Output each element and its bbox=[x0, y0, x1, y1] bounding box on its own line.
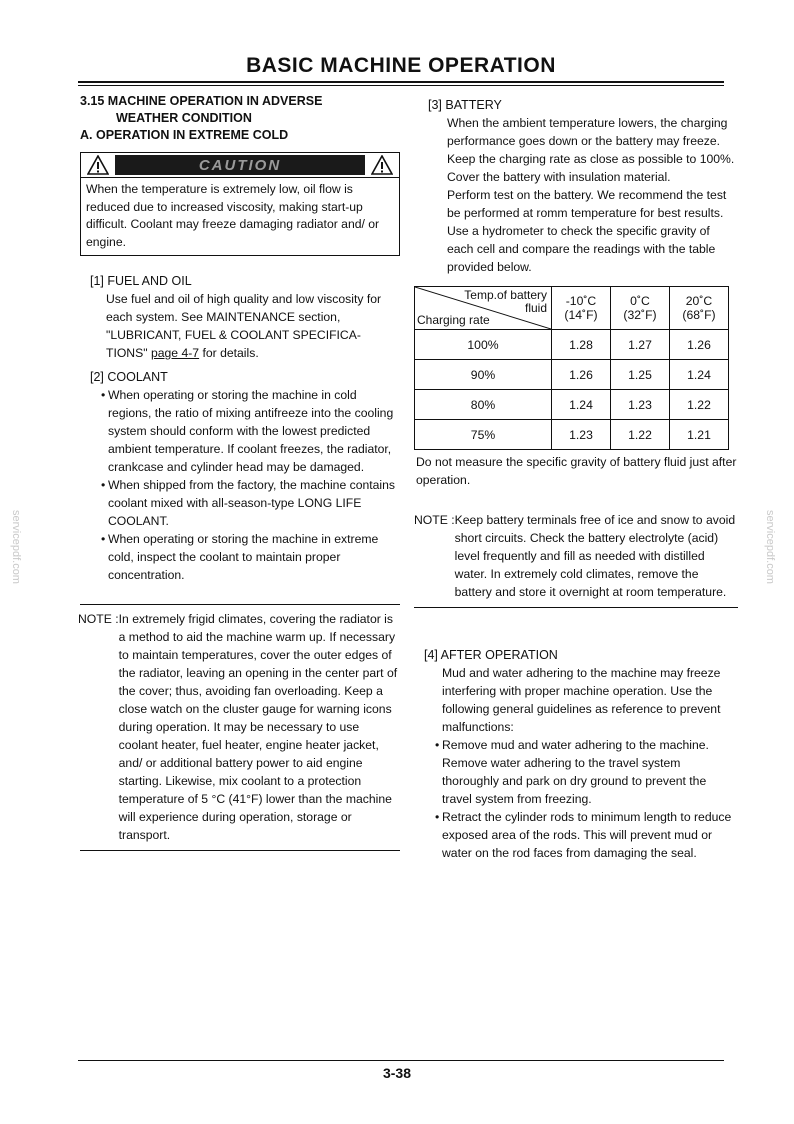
footer-rule bbox=[78, 1060, 724, 1061]
rate-cell: 100% bbox=[415, 330, 552, 360]
caution-text: When the temperature is extremely low, oil flow is reduced due to increased viscosity, making start-up difficult. Coolant may freeze damaging radiator and/ or engine. bbox=[86, 182, 380, 249]
subsection-title: A. OPERATION IN EXTREME COLD bbox=[80, 128, 289, 142]
charging-rate-header: Charging rate bbox=[417, 313, 490, 327]
specific-gravity-table bbox=[414, 286, 729, 450]
table-cell: 1.25 bbox=[611, 360, 670, 390]
note-left bbox=[78, 610, 400, 844]
rate-cell: 75% bbox=[415, 420, 552, 450]
section-title-line2: WEATHER CONDITION bbox=[116, 111, 252, 125]
page-number: 3-38 bbox=[382, 1065, 412, 1081]
column-header bbox=[670, 287, 729, 330]
temp-header-line2: fluid bbox=[524, 301, 547, 315]
coolant-bullet: • When operating or storing the machine in cold regions, the ratio of mixing antifreeze into the cooling system should conform with the lowest predicted ambient temperature. If coolant freezes, the radiator, crankcase and cylinder head may be damaged. bbox=[102, 386, 400, 476]
battery-para1: When the ambient temperature lowers, the charging performance goes down or the battery may freeze. Keep the charging rate as close as possible to 100%. Cover the battery with insulation material. bbox=[447, 116, 735, 184]
fuel-oil-heading: [1] FUEL AND OIL bbox=[90, 274, 192, 288]
table-cell: 1.23 bbox=[552, 420, 611, 450]
table-header-row bbox=[415, 287, 729, 330]
section-heading bbox=[80, 93, 400, 144]
column-header bbox=[611, 287, 670, 330]
table-row bbox=[415, 390, 729, 420]
caution-box bbox=[80, 152, 400, 256]
after-table-text: Do not measure the specific gravity of battery fluid just after operation. bbox=[416, 455, 737, 487]
table-cell: 1.22 bbox=[670, 390, 729, 420]
table-row bbox=[415, 330, 729, 360]
coolant-bullet: • When shipped from the factory, the machine contains coolant mixed with all-season-type LONG LIFE COOLANT. bbox=[102, 476, 400, 530]
battery-para2: Perform test on the battery. We recommend the test be performed at romm temperature for best results. Use a hydrometer to check the specific gravity of each cell and compare the readings with the table provided below. bbox=[447, 188, 727, 274]
table-cell: 1.26 bbox=[552, 360, 611, 390]
warning-triangle-icon bbox=[87, 155, 109, 175]
table-cell: 1.23 bbox=[611, 390, 670, 420]
after-operation-para: Mud and water adhering to the machine may freeze interfering with proper machine operation. Use the following general guidelines as reference to prevent malfunctions: bbox=[442, 666, 721, 734]
table-cell: 1.24 bbox=[552, 390, 611, 420]
left-column bbox=[80, 93, 400, 851]
temp-header bbox=[464, 289, 547, 315]
column-header-c: -10˚C bbox=[565, 294, 597, 308]
page-title: BASIC MACHINE OPERATION bbox=[246, 54, 556, 77]
after-operation-bullet: • Retract the cylinder rods to minimum length to reduce exposed area of the rods. This will prevent mud or water on the rod faces from damaging the seal. bbox=[436, 808, 738, 862]
column-header-c: 20˚C bbox=[685, 294, 713, 308]
header-rule-thin bbox=[78, 85, 724, 86]
header-rule bbox=[78, 81, 724, 83]
rate-cell: 90% bbox=[415, 360, 552, 390]
column-header bbox=[552, 287, 611, 330]
column-header-f: (14˚F) bbox=[564, 308, 598, 322]
table-cell: 1.28 bbox=[552, 330, 611, 360]
table-corner-header bbox=[415, 287, 552, 330]
right-column bbox=[414, 96, 738, 862]
note-label: NOTE : bbox=[414, 513, 455, 527]
column-header-f: (68˚F) bbox=[682, 308, 716, 322]
table-cell: 1.26 bbox=[670, 330, 729, 360]
fuel-oil-text-part2: for details. bbox=[199, 346, 259, 360]
note-right bbox=[414, 511, 738, 601]
temp-header-line1: Temp.of battery bbox=[464, 288, 547, 302]
fuel-oil-text-part1: Use fuel and oil of high quality and low viscosity for each system. See MAINTENANCE section, "LUBRICANT, FUEL & COOLANT SPECIFICA-TIONS" bbox=[106, 292, 382, 360]
caution-bar bbox=[81, 153, 399, 178]
page-link[interactable]: page 4-7 bbox=[150, 346, 200, 360]
caution-label: CAUTION bbox=[198, 156, 282, 174]
caution-banner bbox=[115, 155, 365, 175]
note-text: Keep battery terminals free of ice and snow to avoid short circuits. Check the battery electrolyte (acid) level frequently and fill as needed with distilled water. In extremely cold climates, remove the battery and store it overnight at room temperature. bbox=[454, 513, 736, 599]
watermark-right: servicepdf.com bbox=[764, 510, 776, 584]
column-header-f: (32˚F) bbox=[623, 308, 657, 322]
after-operation-heading: [4] AFTER OPERATION bbox=[424, 648, 558, 662]
column-header-c: 0˚C bbox=[630, 294, 650, 308]
battery-heading: [3] BATTERY bbox=[428, 98, 502, 112]
section-title-line1: 3.15 MACHINE OPERATION IN ADVERSE bbox=[80, 94, 323, 108]
rate-cell: 80% bbox=[415, 390, 552, 420]
coolant-bullet: • When operating or storing the machine in extreme cold, inspect the coolant to maintain proper concentration. bbox=[102, 530, 400, 584]
after-operation-bullet: • Remove mud and water adhering to the machine. Remove water adhering to the travel system thoroughly and park on dry ground to prevent the travel system from freezing. bbox=[436, 736, 738, 808]
table-cell: 1.24 bbox=[670, 360, 729, 390]
warning-triangle-icon bbox=[371, 155, 393, 175]
table-cell: 1.22 bbox=[611, 420, 670, 450]
coolant-heading: [2] COOLANT bbox=[90, 370, 168, 384]
note-text: In extremely frigid climates, covering the radiator is a method to aid the machine warm up. If necessary to maintain temperatures, cover the outer edges of the radiator, leaving an opening in the center part of the cover; thus, avoiding fan overloading. Keep a close watch on the cluster gauge for warning icons during operation. It may be necessary to use coolant heater, fuel heater, engine heater jacket, and/ or additional battery power to aid engine starting. Likewise, mix coolant to a protection temperature of 5 °C (41°F) lower than the machine will experience during operation, storage or transport. bbox=[118, 612, 398, 842]
fuel-oil-text bbox=[106, 290, 400, 362]
table-row bbox=[415, 360, 729, 390]
watermark-left: servicepdf.com bbox=[10, 510, 22, 584]
table-row bbox=[415, 420, 729, 450]
note-label: NOTE : bbox=[78, 612, 119, 626]
table-cell: 1.21 bbox=[670, 420, 729, 450]
note-divider bbox=[80, 850, 400, 851]
table-cell: 1.27 bbox=[611, 330, 670, 360]
